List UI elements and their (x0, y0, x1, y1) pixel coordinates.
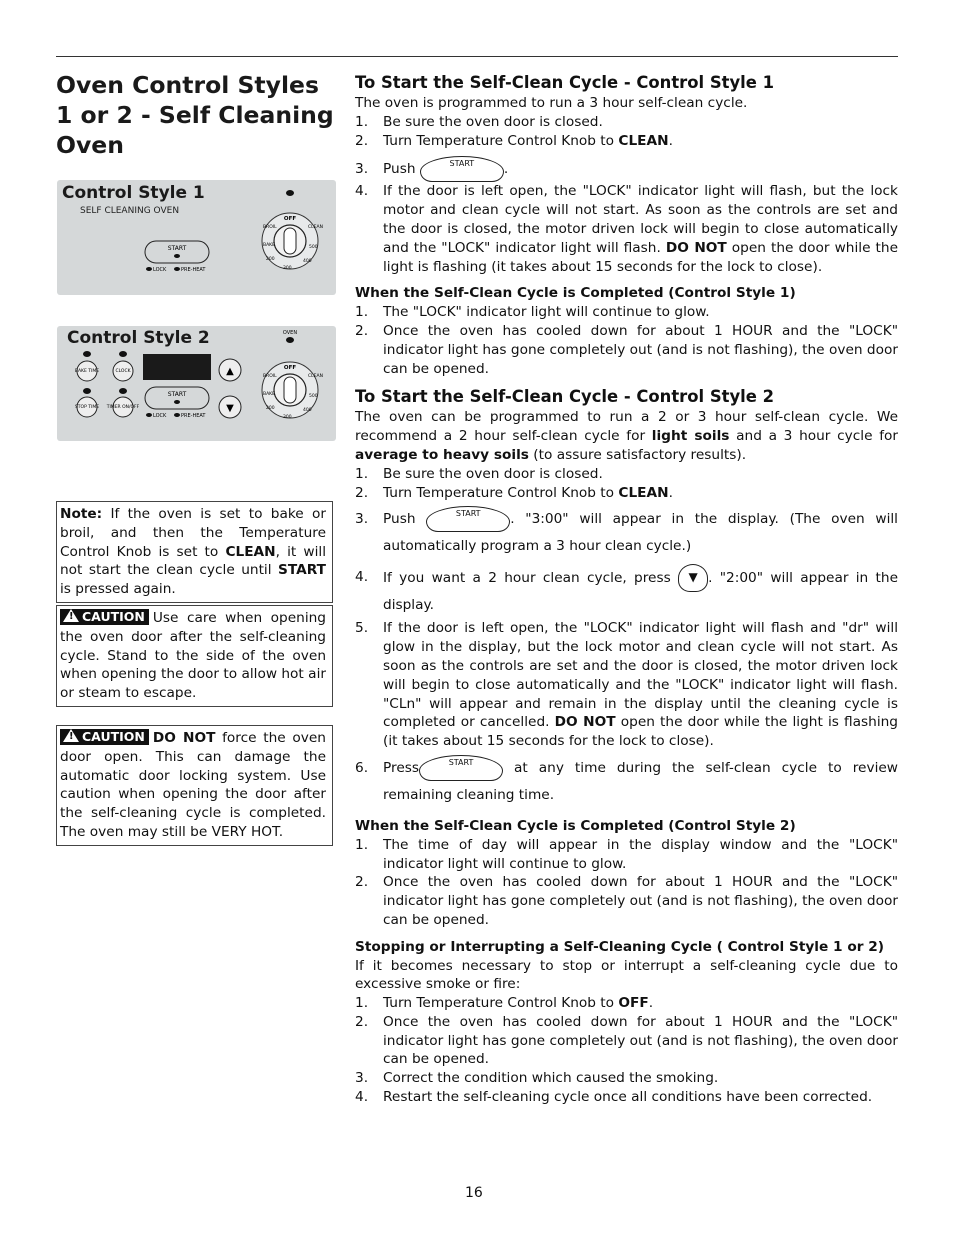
item-text: . (668, 132, 673, 149)
item-text: . "3:00" will appear in the display. (The oven will automatically program a 3 hour clean cycle.) (383, 511, 898, 555)
start-indicator (174, 254, 180, 258)
item-text: The "LOCK" indicator light will continue to glow. (383, 304, 710, 321)
panel-title: Control Style 1 (62, 183, 205, 203)
item-text: at any time during the self-clean cycle to review remaining cleaning time. (383, 759, 898, 803)
item-number: 3. (355, 511, 369, 528)
knob-broil-label: BROIL (263, 374, 277, 379)
panel-title: Control Style 2 (67, 328, 210, 348)
item-text: Once the oven has cooled down for about 1 HOUR and the "LOCK" indicator light has gone completely out (and is not flashing), the oven door can be opened. (383, 322, 898, 377)
section-heading: To Start the Self-Clean Cycle - Control Style 2 (355, 387, 775, 407)
knob-off-label: OFF (283, 216, 297, 222)
item-number: 1. (355, 113, 369, 130)
warning-icon: ! (63, 609, 79, 622)
caution-box-1 (56, 605, 333, 707)
subsection-heading: When the Self-Clean Cycle is Completed (Control Style 1) (355, 285, 796, 302)
control-style-1-panel (57, 180, 336, 295)
knob-grip (284, 228, 296, 254)
knob-200-label: 200 (266, 257, 275, 262)
item-text: Be sure the oven door is closed. (383, 465, 603, 482)
note-clean: CLEAN (225, 543, 276, 560)
item-text: Once the oven has cooled down for about 1 HOUR and the "LOCK" indicator light has gone completely out (and is not flashing), the oven door can be opened. (383, 1013, 898, 1068)
list-item (355, 156, 898, 182)
item-number: 3. (355, 161, 369, 178)
item-emphasis: DO NOT (665, 239, 727, 256)
control-style-2-panel (57, 326, 336, 441)
list-item (355, 836, 898, 874)
knob-500-label: 500 (309, 394, 318, 399)
knob-grip (284, 377, 296, 403)
item-text: If the door is left open, the "LOCK" indicator light will flash and "dr" will glow in the display, but the lock motor and clean cycle will not start. As soon as the controls are set and the door is closed, the motor driven lock will begin to close automatically and the "LOCK" indicator light will flash. "CLn" will appear and remain in the display until the cleaning cycle is completed or cancelled. (383, 620, 898, 731)
item-text: . (648, 995, 654, 1012)
stop-time-label: STOP TIME (74, 405, 100, 410)
item-emphasis: CLEAN (618, 132, 669, 149)
item-text: . (668, 484, 673, 501)
lock-light (146, 267, 152, 271)
warning-icon: ! (63, 729, 79, 742)
list-item (355, 113, 898, 132)
oven-label: OVEN (282, 330, 298, 336)
item-text: If the door is left open, the "LOCK" indicator light will flash, but the lock motor and clean cycle will not start. As soon as the controls are set and the door is closed, the motor driven lock will begin to close automatically and the "LOCK" indicator light will flash. (383, 183, 898, 256)
item-text: Press (383, 759, 420, 776)
start-label: START (167, 391, 187, 398)
intro-text: The oven can be programmed to run a 2 or 3 hour self-clean cycle. We recommend a 2 hour self-clean cycle for (355, 409, 898, 445)
list-item (355, 994, 898, 1013)
knob-off-label: OFF (283, 365, 297, 371)
caution-badge (60, 609, 149, 625)
list-item (355, 506, 898, 560)
item-emphasis: OFF (618, 995, 649, 1012)
knob-bake-label: BAKE (263, 243, 275, 248)
do-not-emphasis: DO NOT (152, 730, 216, 746)
lock-label: LOCK (153, 413, 167, 419)
list-item (355, 755, 898, 809)
page-title: Oven Control Styles 1 or 2 - Self Cleaning Oven (56, 71, 334, 159)
item-text: Be sure the oven door is closed. (383, 113, 603, 130)
intro-text: and a 3 hour cycle for (729, 428, 899, 445)
item-text: Push (383, 511, 416, 528)
section-intro: The oven is programmed to run a 3 hour self-clean cycle. (355, 95, 748, 111)
item-number: 1. (355, 304, 369, 321)
list-item (355, 465, 898, 484)
timer-label: TIMER ON/OFF (106, 405, 140, 410)
item-text: Turn Temperature Control Knob to (383, 132, 619, 149)
item-number: 4. (355, 1089, 369, 1106)
start-label: START (167, 245, 187, 252)
item-text: Turn Temperature Control Knob to (383, 484, 619, 501)
top-rule (56, 56, 898, 57)
bake-time-label: BAKE TIME (74, 369, 100, 374)
item-number: 1. (355, 995, 369, 1012)
item-text: Turn Temperature Control Knob to (383, 995, 619, 1012)
preheat-light (174, 413, 180, 417)
knob-300-label: 300 (283, 266, 292, 271)
start-button-icon (420, 156, 504, 182)
start-button-icon (419, 755, 503, 781)
list-item (355, 1069, 898, 1088)
item-text: Push (383, 161, 416, 178)
caution-text: force the oven door open. This can damage the automatic door locking system. Use caution when opening the door after the self-cleaning cycle is completed. The oven may still be VERY HOT. (60, 730, 326, 840)
item-number: 1. (355, 465, 369, 482)
item-number: 4. (355, 569, 369, 586)
list-item (355, 619, 898, 751)
control-panel-2-drawing (57, 326, 336, 441)
section-intro: If it becomes necessary to stop or interrupt a self-cleaning cycle due to excessive smoke or fire: (355, 957, 898, 993)
knob-200-label: 200 (266, 406, 275, 411)
subsection-heading: When the Self-Clean Cycle is Completed (Control Style 2) (355, 817, 796, 834)
item-text: . (503, 161, 509, 178)
down-arrow-icon: ▼ (226, 403, 234, 414)
intro-emphasis: average to heavy soils (355, 446, 529, 463)
intro-text: (to assure satisfactory results). (528, 446, 747, 463)
section-intro (355, 408, 898, 464)
list-item (355, 132, 898, 151)
start-label: START (448, 757, 474, 767)
item-number: 5. (355, 620, 369, 637)
caution-label: CAUTION (82, 729, 145, 744)
item-number: 3. (355, 1070, 369, 1087)
knob-bake-label: BAKE (263, 392, 275, 397)
section-heading: To Start the Self-Clean Cycle - Control Style 1 (355, 73, 775, 92)
knob-300-label: 300 (283, 415, 292, 420)
knob-400-label: 400 (303, 408, 312, 413)
item-number: 2. (355, 1013, 369, 1030)
timer-light (119, 388, 127, 394)
item-number: 2. (355, 132, 369, 149)
bake-time-light (83, 351, 91, 357)
list-item (355, 182, 898, 276)
start-button-icon (426, 506, 510, 532)
item-text: Once the oven has cooled down for about 1 HOUR and the "LOCK" indicator light has gone completely out (and is not flashing), the oven door can be opened. (383, 874, 898, 928)
item-number: 1. (355, 836, 369, 853)
clock-light (119, 351, 127, 357)
oven-light (286, 337, 294, 343)
intro-emphasis: light soils (651, 428, 730, 445)
list-item (355, 303, 898, 322)
item-emphasis: DO NOT (554, 714, 616, 731)
knob-500-label: 500 (309, 245, 318, 250)
item-number: 2. (355, 484, 369, 501)
caution-text: Use care when opening the oven door after the self-cleaning cycle. Stand to the side of the oven when opening the door to allow hot air or steam to escape. (60, 610, 326, 702)
lock-label: LOCK (153, 267, 167, 273)
list-item (355, 1013, 898, 1069)
knob-clean-label: CLEAN (308, 225, 323, 230)
list-item (355, 484, 898, 503)
knob-broil-label: BROIL (263, 225, 277, 230)
knob-400-label: 400 (303, 259, 312, 264)
note-label: Note: (60, 506, 103, 522)
note-text: If the oven is set to bake or broil, and then the Temperature Control Knob is set to (60, 506, 326, 560)
item-text: Correct the condition which caused the smoking. (383, 1070, 719, 1087)
note-start: START (278, 562, 326, 579)
list-item (355, 564, 898, 619)
preheat-light (174, 267, 180, 271)
item-emphasis: CLEAN (618, 484, 669, 501)
item-text: open the door while the light is flashing (it takes about 15 seconds for the lock to close). (383, 239, 898, 275)
item-number: 2. (355, 874, 369, 891)
item-text: Restart the self-cleaning cycle once all conditions have been corrected. (383, 1089, 873, 1106)
start-indicator (174, 400, 180, 404)
panel-subtitle: SELF CLEANING OVEN (80, 206, 180, 216)
clock-label: CLOCK (115, 369, 131, 374)
instructions-column (355, 72, 898, 1107)
knob-clean-label: CLEAN (308, 374, 323, 379)
item-text: If you want a 2 hour clean cycle, press (383, 570, 671, 587)
item-number: 4. (355, 183, 369, 200)
down-arrow-button-icon: ▼ (678, 564, 708, 592)
item-text: . "2:00" will appear in the display. (383, 570, 898, 614)
start-label: START (455, 509, 481, 519)
list-item (355, 322, 898, 378)
up-arrow-icon: ▲ (226, 366, 234, 377)
oven-light (286, 190, 294, 196)
start-label: START (449, 159, 475, 169)
item-text: open the door while the light is flashing (it takes about 15 seconds for the lock to close). (383, 714, 898, 750)
list-item (355, 873, 898, 929)
preheat-label: PRE-HEAT (181, 267, 206, 273)
caution-box-2 (56, 725, 333, 846)
list-item (355, 1088, 898, 1107)
preheat-label: PRE-HEAT (181, 413, 206, 419)
lock-light (146, 413, 152, 417)
display-window (143, 354, 211, 380)
note-text: is pressed again. (60, 581, 176, 598)
item-number: 6. (355, 759, 369, 776)
note-text: , it will not start the clean cycle until (60, 543, 326, 579)
stop-time-light (83, 388, 91, 394)
caution-badge (60, 729, 149, 745)
caution-label: CAUTION (82, 609, 145, 624)
page-number: 16 (465, 1185, 483, 1201)
control-panel-1-drawing (57, 180, 336, 295)
item-number: 2. (355, 322, 369, 339)
item-text: The time of day will appear in the display window and the "LOCK" indicator light will continue to glow. (383, 836, 898, 872)
subsection-heading: Stopping or Interrupting a Self-Cleaning Cycle ( Control Style 1 or 2) (355, 938, 885, 955)
note-box (56, 501, 333, 603)
